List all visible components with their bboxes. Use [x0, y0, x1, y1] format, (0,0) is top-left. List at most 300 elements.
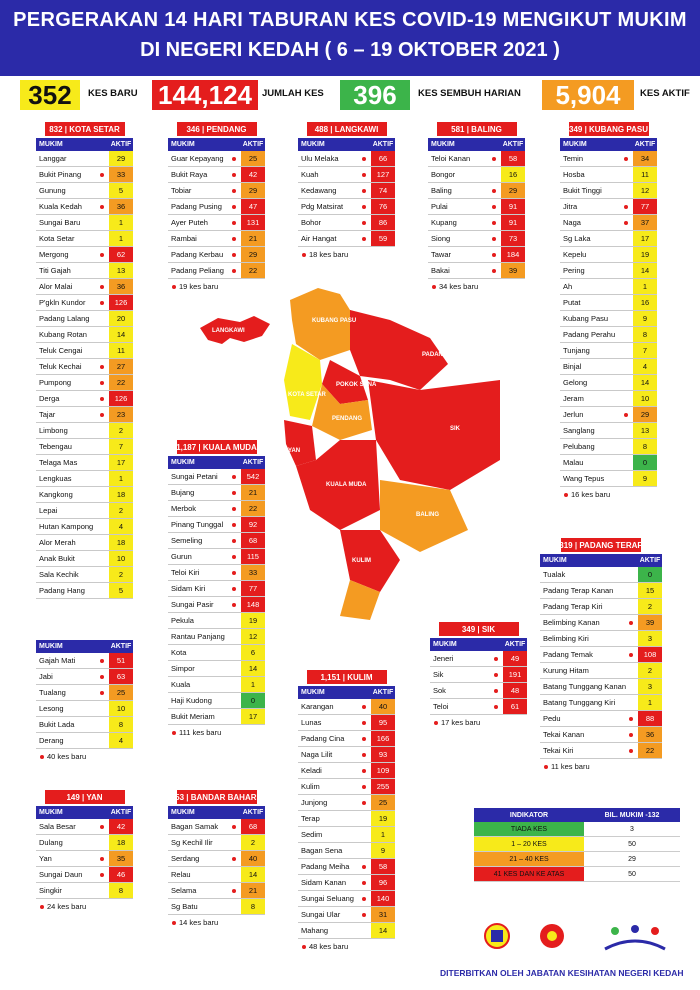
- district-title: 349 | KUBANG PASU: [569, 122, 649, 136]
- col-mukim: MUKIM: [171, 459, 195, 466]
- aktif-value: 74: [371, 183, 395, 198]
- mukim-name: Kurung Hitam: [543, 666, 589, 675]
- table-row: [36, 701, 133, 717]
- table-row: [36, 295, 133, 311]
- legend-count: 50: [628, 840, 636, 848]
- aktif-value: 14: [371, 923, 395, 938]
- table-row: [36, 653, 133, 669]
- mukim-name: Gelong: [563, 378, 588, 387]
- mukim-name: Bohor: [301, 218, 322, 227]
- col-aktif: AKTIF: [372, 141, 394, 148]
- aktif-value: 140: [371, 891, 395, 906]
- table-row: [560, 359, 657, 375]
- hotspot-dot-icon: [100, 825, 104, 829]
- mukim-name: Bakai: [431, 266, 450, 275]
- table-row: [298, 859, 395, 875]
- table-row: [430, 667, 527, 683]
- mukim-name: Teloi: [433, 702, 449, 711]
- mukim-name: Padang Meiha: [301, 862, 350, 871]
- mukim-name: Titi Gajah: [39, 266, 71, 275]
- mukim-name: Telaga Mas: [39, 458, 78, 467]
- mukim-name: Hutan Kampong: [39, 522, 94, 531]
- kes-baru-text: 111 kes baru: [179, 728, 222, 737]
- mukim-name: Merbok: [171, 504, 197, 513]
- aktif-value: 35: [109, 851, 133, 866]
- aktif-value: 14: [109, 327, 133, 342]
- page-subtitle: DI NEGERI KEDAH ( 6 – 19 OKTOBER 2021 ): [140, 39, 560, 61]
- aktif-value: 13: [633, 423, 657, 438]
- district-title: 319 | PADANG TERAP: [561, 538, 641, 552]
- map-label: PADANG TERAP: [422, 352, 470, 358]
- kes-baru-text: 34 kes baru: [439, 282, 479, 291]
- aktif-value: 19: [633, 247, 657, 262]
- mukim-name: Sala Kechik: [39, 570, 79, 579]
- aktif-value: 77: [241, 581, 265, 596]
- mukim-name: Pinang Tunggal: [171, 520, 224, 529]
- hotspot-dot-icon: [232, 269, 236, 273]
- hotspot-dot-icon: [100, 381, 104, 385]
- table-row: [428, 263, 525, 279]
- map-label: KUBANG PASU: [312, 318, 357, 324]
- legend-count: 3: [630, 825, 634, 833]
- aktif-value: 8: [633, 439, 657, 454]
- table-row: [298, 715, 395, 731]
- mukim-name: Kota: [171, 648, 187, 657]
- kes-baru-note: [168, 728, 265, 737]
- table-row: [540, 743, 662, 759]
- legend-row: [474, 867, 680, 882]
- mukim-name: Batang Tunggang Kiri: [543, 698, 616, 707]
- table-row: [560, 231, 657, 247]
- map-label: LANGKAWI: [212, 328, 245, 334]
- mukim-name: Selama: [171, 886, 197, 895]
- hotspot-dot-icon: [494, 673, 498, 677]
- table-row: [540, 695, 662, 711]
- mukim-name: Padang Perahu: [563, 330, 616, 339]
- mukim-name: Lepai: [39, 506, 58, 515]
- legend-row: [474, 852, 680, 867]
- stat-jumlah-kes-label: JUMLAH KES: [262, 88, 324, 99]
- stat-kes-baru-value: 352: [20, 80, 80, 110]
- aktif-value: 23: [109, 407, 133, 422]
- flower-icon: [537, 921, 567, 951]
- mukim-name: Pelubang: [563, 442, 595, 451]
- mukim-name: Gajah Mati: [39, 656, 76, 665]
- table-row: [298, 811, 395, 827]
- mukim-name: Padang Peliang: [171, 266, 224, 275]
- aktif-value: 7: [109, 439, 133, 454]
- mukim-name: P'gkln Kundor: [39, 298, 86, 307]
- kes-baru-note: [540, 762, 662, 771]
- bullet-icon: [172, 921, 176, 925]
- aktif-value: 76: [371, 199, 395, 214]
- aktif-value: 10: [633, 391, 657, 406]
- mukim-name: Temin: [563, 154, 584, 163]
- aktif-value: 29: [633, 407, 657, 422]
- table-row: [36, 407, 133, 423]
- hotspot-dot-icon: [494, 705, 498, 709]
- table-row: [560, 375, 657, 391]
- mukim-name: Pulai: [431, 202, 448, 211]
- aktif-value: 16: [633, 295, 657, 310]
- stat-aktif-label: KES AKTIF: [640, 88, 690, 99]
- aktif-value: 9: [633, 471, 657, 486]
- aktif-value: 20: [109, 311, 133, 326]
- hotspot-dot-icon: [232, 889, 236, 893]
- mukim-name: Tualak: [543, 570, 566, 579]
- table-row: [36, 471, 133, 487]
- hotspot-dot-icon: [624, 157, 628, 161]
- aktif-value: 8: [109, 717, 133, 732]
- region-sik: [368, 380, 500, 490]
- aktif-value: 18: [109, 535, 133, 550]
- mukim-name: Serdang: [171, 854, 200, 863]
- hotspot-dot-icon: [492, 157, 496, 161]
- hotspot-dot-icon: [362, 881, 366, 885]
- table-row: [540, 647, 662, 663]
- aktif-value: 5: [109, 183, 133, 198]
- mukim-name: Semeling: [171, 536, 203, 545]
- legend-label: 1 – 20 KES: [474, 837, 584, 851]
- hotspot-dot-icon: [624, 205, 628, 209]
- table-row: [36, 733, 133, 749]
- hotspot-dot-icon: [492, 237, 496, 241]
- table-row: [298, 875, 395, 891]
- mukim-name: Tualang: [39, 688, 66, 697]
- aktif-value: 22: [241, 501, 265, 516]
- map-label: YAN: [288, 448, 301, 454]
- bullet-icon: [40, 755, 44, 759]
- aktif-value: 1: [109, 231, 133, 246]
- mukim-name: Tawar: [431, 250, 452, 259]
- hotspot-dot-icon: [232, 253, 236, 257]
- mukim-name: Sungai Pasir: [171, 600, 214, 609]
- mukim-name: Derang: [39, 736, 64, 745]
- table-row: [560, 471, 657, 487]
- table-row: [560, 263, 657, 279]
- aktif-value: 22: [638, 743, 662, 758]
- aktif-value: 33: [241, 565, 265, 580]
- aktif-value: 19: [371, 811, 395, 826]
- table-row: [36, 199, 133, 215]
- aktif-value: 14: [241, 661, 265, 676]
- mukim-name: Rambai: [171, 234, 197, 243]
- table-row: [560, 327, 657, 343]
- legend-label: 41 KES DAN KE ATAS: [474, 867, 584, 881]
- table-row: [168, 199, 265, 215]
- table-row: [560, 199, 657, 215]
- aktif-value: 127: [371, 167, 395, 182]
- mukim-name: Bukit Tinggi: [563, 186, 602, 195]
- kes-baru-note: [36, 902, 133, 911]
- table-row: [36, 327, 133, 343]
- mukim-name: Alor Merah: [39, 538, 76, 547]
- stat-jumlah-kes-value: 144,124: [152, 80, 258, 110]
- bullet-icon: [564, 493, 568, 497]
- aktif-value: 191: [503, 667, 527, 682]
- region-padang-terap: [350, 310, 448, 390]
- bullet-icon: [40, 905, 44, 909]
- hotspot-dot-icon: [492, 221, 496, 225]
- kes-baru-note: [560, 490, 657, 499]
- mukim-name: Sala Besar: [39, 822, 76, 831]
- kes-baru-text: 11 kes baru: [551, 762, 590, 771]
- hotspot-dot-icon: [100, 205, 104, 209]
- table-row: [298, 747, 395, 763]
- table-row: [36, 343, 133, 359]
- kedah-map: [200, 280, 530, 640]
- table-row: [168, 215, 265, 231]
- mukim-name: Jeram: [563, 394, 584, 403]
- col-aktif: AKTIF: [242, 141, 264, 148]
- mukim-name: Pedu: [543, 714, 561, 723]
- legend-header-count: BIL. MUKIM -132: [604, 811, 660, 819]
- aktif-value: 61: [503, 699, 527, 714]
- aktif-value: 68: [241, 819, 265, 834]
- legend-header-indikator: INDIKATOR: [509, 812, 549, 819]
- stat-sembuh-label: KES SEMBUH HARIAN: [418, 88, 521, 99]
- aktif-value: 62: [109, 247, 133, 262]
- district-title: 349 | SIK: [439, 622, 519, 636]
- mukim-name: Kubang Rotan: [39, 330, 87, 339]
- hotspot-dot-icon: [492, 269, 496, 273]
- aktif-value: 40: [371, 699, 395, 714]
- district-title: 832 | KOTA SETAR: [45, 122, 125, 136]
- mukim-name: Tajar: [39, 410, 56, 419]
- map-label: KULIM: [352, 558, 371, 564]
- table-row: [560, 167, 657, 183]
- aktif-value: 40: [241, 851, 265, 866]
- page-title: PERGERAKAN 14 HARI TABURAN KES COVID-19 MENGIKUT MUKIM: [13, 9, 687, 31]
- table-row: [428, 247, 525, 263]
- col-aktif: AKTIF: [110, 141, 132, 148]
- aktif-value: 0: [241, 693, 265, 708]
- mukim-name: Hosba: [563, 170, 585, 179]
- aktif-value: 1: [241, 677, 265, 692]
- mukim-name: Karangan: [301, 702, 334, 711]
- mukim-name: Teloi Kiri: [171, 568, 200, 577]
- col-aktif: AKTIF: [639, 557, 661, 564]
- aktif-value: 21: [241, 231, 265, 246]
- aktif-value: 2: [109, 567, 133, 582]
- mukim-name: Pering: [563, 266, 585, 275]
- hotspot-dot-icon: [362, 721, 366, 725]
- aktif-value: 4: [109, 519, 133, 534]
- district-title: 488 | LANGKAWI: [307, 122, 387, 136]
- table-row: [560, 247, 657, 263]
- district-title: 1,187 | KUALA MUDA: [177, 440, 257, 454]
- legend-count: 29: [628, 855, 636, 863]
- mukim-name: Guar Kepayang: [171, 154, 224, 163]
- aktif-value: 542: [241, 469, 265, 484]
- aktif-value: 49: [503, 651, 527, 666]
- col-aktif: AKTIF: [110, 643, 132, 650]
- aktif-value: 8: [633, 327, 657, 342]
- table-row: [298, 923, 395, 939]
- district-table-pendang: [168, 122, 265, 291]
- table-row: [540, 631, 662, 647]
- table-row: [168, 231, 265, 247]
- table-row: [560, 423, 657, 439]
- aktif-value: 3: [638, 679, 662, 694]
- aktif-value: 2: [109, 423, 133, 438]
- aktif-value: 5: [109, 583, 133, 598]
- mukim-name: Ulu Melaka: [301, 154, 339, 163]
- hotspot-dot-icon: [362, 769, 366, 773]
- aktif-value: 17: [241, 709, 265, 724]
- mukim-name: Kupang: [431, 218, 457, 227]
- table-row: [168, 835, 265, 851]
- mukim-name: Singkir: [39, 886, 62, 895]
- table-row: [560, 295, 657, 311]
- hotspot-dot-icon: [362, 865, 366, 869]
- kes-baru-note: [168, 918, 265, 927]
- hotspot-dot-icon: [629, 733, 633, 737]
- table-header: [540, 554, 662, 567]
- mukim-name: Siong: [431, 234, 451, 243]
- aktif-value: 48: [503, 683, 527, 698]
- page-header: [0, 0, 700, 76]
- aktif-value: 126: [109, 295, 133, 310]
- hotspot-dot-icon: [629, 749, 633, 753]
- hotspot-dot-icon: [100, 873, 104, 877]
- table-row: [36, 231, 133, 247]
- table-row: [36, 247, 133, 263]
- table-row: [36, 551, 133, 567]
- crest-icon: [482, 921, 512, 951]
- table-header: [560, 138, 657, 151]
- map-label: KUALA MUDA: [326, 482, 367, 488]
- table-row: [560, 391, 657, 407]
- mukim-name: Junjong: [301, 798, 328, 807]
- table-row: [540, 615, 662, 631]
- col-aktif: AKTIF: [242, 809, 264, 816]
- hotspot-dot-icon: [232, 173, 236, 177]
- mukim-name: Teloi Kanan: [431, 154, 471, 163]
- table-header: [428, 138, 525, 151]
- mukim-name: Ah: [563, 282, 573, 291]
- aktif-value: 8: [241, 899, 265, 914]
- table-row: [540, 583, 662, 599]
- hotspot-dot-icon: [232, 857, 236, 861]
- hotspot-dot-icon: [362, 705, 366, 709]
- col-aktif: AKTIF: [504, 641, 526, 648]
- table-row: [36, 359, 133, 375]
- district-table-langkawi: [298, 122, 395, 259]
- aktif-value: 12: [633, 183, 657, 198]
- hotspot-dot-icon: [232, 205, 236, 209]
- aktif-value: 15: [638, 583, 662, 598]
- aktif-value: 18: [109, 487, 133, 502]
- table-row: [36, 503, 133, 519]
- table-row: [298, 763, 395, 779]
- table-row: [298, 795, 395, 811]
- legend: [474, 808, 680, 882]
- kes-baru-text: 48 kes baru: [309, 942, 349, 951]
- aktif-value: 36: [109, 199, 133, 214]
- table-row: [428, 183, 525, 199]
- legend-label: 21 – 40 KES: [474, 852, 584, 866]
- aktif-value: 131: [241, 215, 265, 230]
- mukim-name: Sok: [433, 686, 446, 695]
- col-aktif: AKTIF: [502, 141, 524, 148]
- table-row: [540, 711, 662, 727]
- table-row: [36, 883, 133, 899]
- hotspot-dot-icon: [232, 221, 236, 225]
- table-row: [168, 819, 265, 835]
- table-row: [428, 167, 525, 183]
- table-row: [36, 819, 133, 835]
- table-row: [298, 699, 395, 715]
- mukim-name: Sedim: [301, 830, 323, 839]
- aktif-value: 7: [633, 343, 657, 358]
- hotspot-dot-icon: [232, 825, 236, 829]
- aktif-value: 109: [371, 763, 395, 778]
- stat-kes-baru-label: KES BARU: [88, 88, 138, 99]
- kes-baru-note: [298, 942, 395, 951]
- aktif-value: 0: [638, 567, 662, 582]
- hotspot-dot-icon: [492, 253, 496, 257]
- mukim-name: Bukit Raya: [171, 170, 208, 179]
- table-row: [560, 311, 657, 327]
- table-row: [36, 867, 133, 883]
- aktif-value: 1: [633, 279, 657, 294]
- hotspot-dot-icon: [232, 189, 236, 193]
- table-row: [298, 731, 395, 747]
- table-row: [298, 215, 395, 231]
- mukim-name: Naga Lilit: [301, 750, 333, 759]
- table-row: [430, 651, 527, 667]
- table-row: [168, 151, 265, 167]
- table-header: [298, 686, 395, 699]
- mukim-name: Kepelu: [563, 250, 587, 259]
- aktif-value: 17: [633, 231, 657, 246]
- col-aktif: AKTIF: [242, 459, 264, 466]
- aktif-value: 10: [109, 701, 133, 716]
- aktif-value: 59: [371, 231, 395, 246]
- mukim-name: Mahang: [301, 926, 329, 935]
- aktif-value: 58: [371, 859, 395, 874]
- aktif-value: 29: [501, 183, 525, 198]
- table-row: [298, 907, 395, 923]
- table-row: [430, 699, 527, 715]
- mukim-name: Binjal: [563, 362, 582, 371]
- table-row: [168, 661, 265, 677]
- aktif-value: 11: [109, 343, 133, 358]
- col-mukim: MUKIM: [563, 141, 587, 148]
- aktif-value: 39: [501, 263, 525, 278]
- aktif-value: 14: [241, 867, 265, 882]
- hotspot-dot-icon: [100, 397, 104, 401]
- table-row: [36, 583, 133, 599]
- mukim-name: Padang Terap Kanan: [543, 586, 614, 595]
- aktif-value: 77: [633, 199, 657, 214]
- kes-baru-text: 18 kes baru: [309, 250, 349, 259]
- table-row: [36, 167, 133, 183]
- mukim-name: Air Hangat: [301, 234, 337, 243]
- district-table-kota-setar-2: [36, 640, 133, 761]
- mukim-name: Lesong: [39, 704, 64, 713]
- aktif-value: 14: [633, 375, 657, 390]
- mukim-name: Simpor: [171, 664, 195, 673]
- mukim-name: Sungai Seluang: [301, 894, 354, 903]
- mukim-name: Jabi: [39, 672, 53, 681]
- table-row: [560, 183, 657, 199]
- hotspot-dot-icon: [100, 365, 104, 369]
- mukim-name: Sidam Kanan: [301, 878, 347, 887]
- table-row: [36, 685, 133, 701]
- aktif-value: 25: [241, 151, 265, 166]
